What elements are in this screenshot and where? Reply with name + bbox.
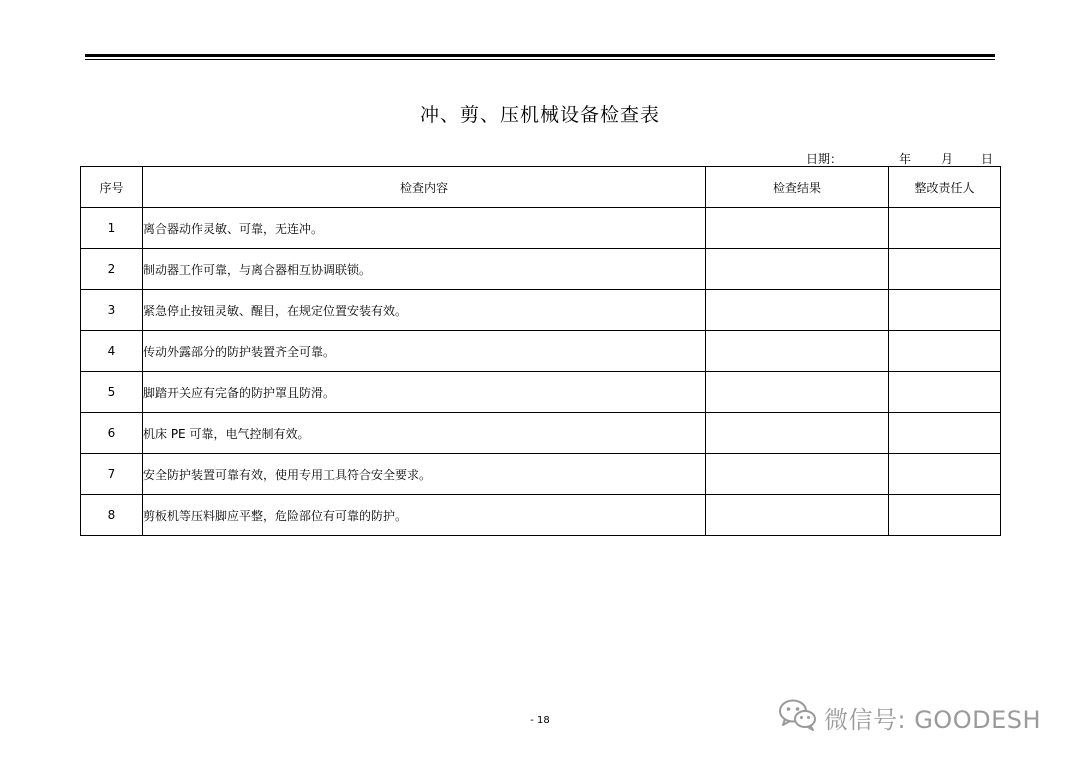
header-rule-thick: [85, 54, 995, 57]
row-person-cell[interactable]: [889, 249, 1001, 290]
row-result-cell[interactable]: [706, 331, 889, 372]
header-no: 序号: [81, 167, 143, 208]
row-content: 安全防护装置可靠有效，使用专用工具符合安全要求。: [143, 454, 706, 495]
row-person-cell[interactable]: [889, 454, 1001, 495]
row-person-cell[interactable]: [889, 372, 1001, 413]
table-row: [81, 372, 1001, 413]
row-person-cell[interactable]: [889, 208, 1001, 249]
month-label: 月: [941, 152, 954, 166]
header-rule-thin: [85, 59, 995, 60]
row-result-cell[interactable]: [706, 372, 889, 413]
day-label: 日: [981, 152, 994, 166]
header-content: 检查内容: [143, 167, 706, 208]
wechat-icon: [778, 698, 818, 736]
table-row: [81, 495, 1001, 536]
row-result-cell[interactable]: [706, 495, 889, 536]
row-person-cell[interactable]: [889, 495, 1001, 536]
table-row: [81, 290, 1001, 331]
row-content: 离合器动作灵敏、可靠，无连冲。: [143, 208, 706, 249]
row-no: 6: [81, 413, 143, 454]
table-row: [81, 454, 1001, 495]
row-content: 传动外露部分的防护装置齐全可靠。: [143, 331, 706, 372]
date-label: 日期：: [806, 152, 843, 166]
row-no: 8: [81, 495, 143, 536]
header-result: 检查结果: [706, 167, 889, 208]
table-header-row: [81, 167, 1001, 208]
row-no: 7: [81, 454, 143, 495]
row-result-cell[interactable]: [706, 413, 889, 454]
table-row: [81, 331, 1001, 372]
table-row: [81, 413, 1001, 454]
table-row: [81, 249, 1001, 290]
page-title: 冲、剪、压机械设备检查表: [419, 104, 660, 126]
row-no: 4: [81, 331, 143, 372]
row-result-cell[interactable]: [706, 290, 889, 331]
row-no: 5: [81, 372, 143, 413]
row-content: 剪板机等压料脚应平整，危险部位有可靠的防护。: [143, 495, 706, 536]
table-row: [81, 208, 1001, 249]
row-content: 机床 PE 可靠，电气控制有效。: [143, 413, 706, 454]
row-result-cell[interactable]: [706, 454, 889, 495]
header-person: 整改责任人: [889, 167, 1001, 208]
row-person-cell[interactable]: [889, 290, 1001, 331]
row-no: 2: [81, 249, 143, 290]
row-content: 制动器工作可靠，与离合器相互协调联锁。: [143, 249, 706, 290]
row-result-cell[interactable]: [706, 208, 889, 249]
row-content: 脚踏开关应有完备的防护罩且防滑。: [143, 372, 706, 413]
row-result-cell[interactable]: [706, 249, 889, 290]
row-person-cell[interactable]: [889, 413, 1001, 454]
row-content: 紧急停止按钮灵敏、醒目，在规定位置安装有效。: [143, 290, 706, 331]
watermark: [778, 699, 1041, 735]
watermark-text: 微信号: GOODESH: [824, 705, 1042, 734]
row-no: 1: [81, 208, 143, 249]
page-number: - 18: [530, 715, 550, 726]
row-person-cell[interactable]: [889, 331, 1001, 372]
inspection-table: [80, 166, 1001, 536]
row-no: 3: [81, 290, 143, 331]
year-label: 年: [899, 152, 912, 166]
